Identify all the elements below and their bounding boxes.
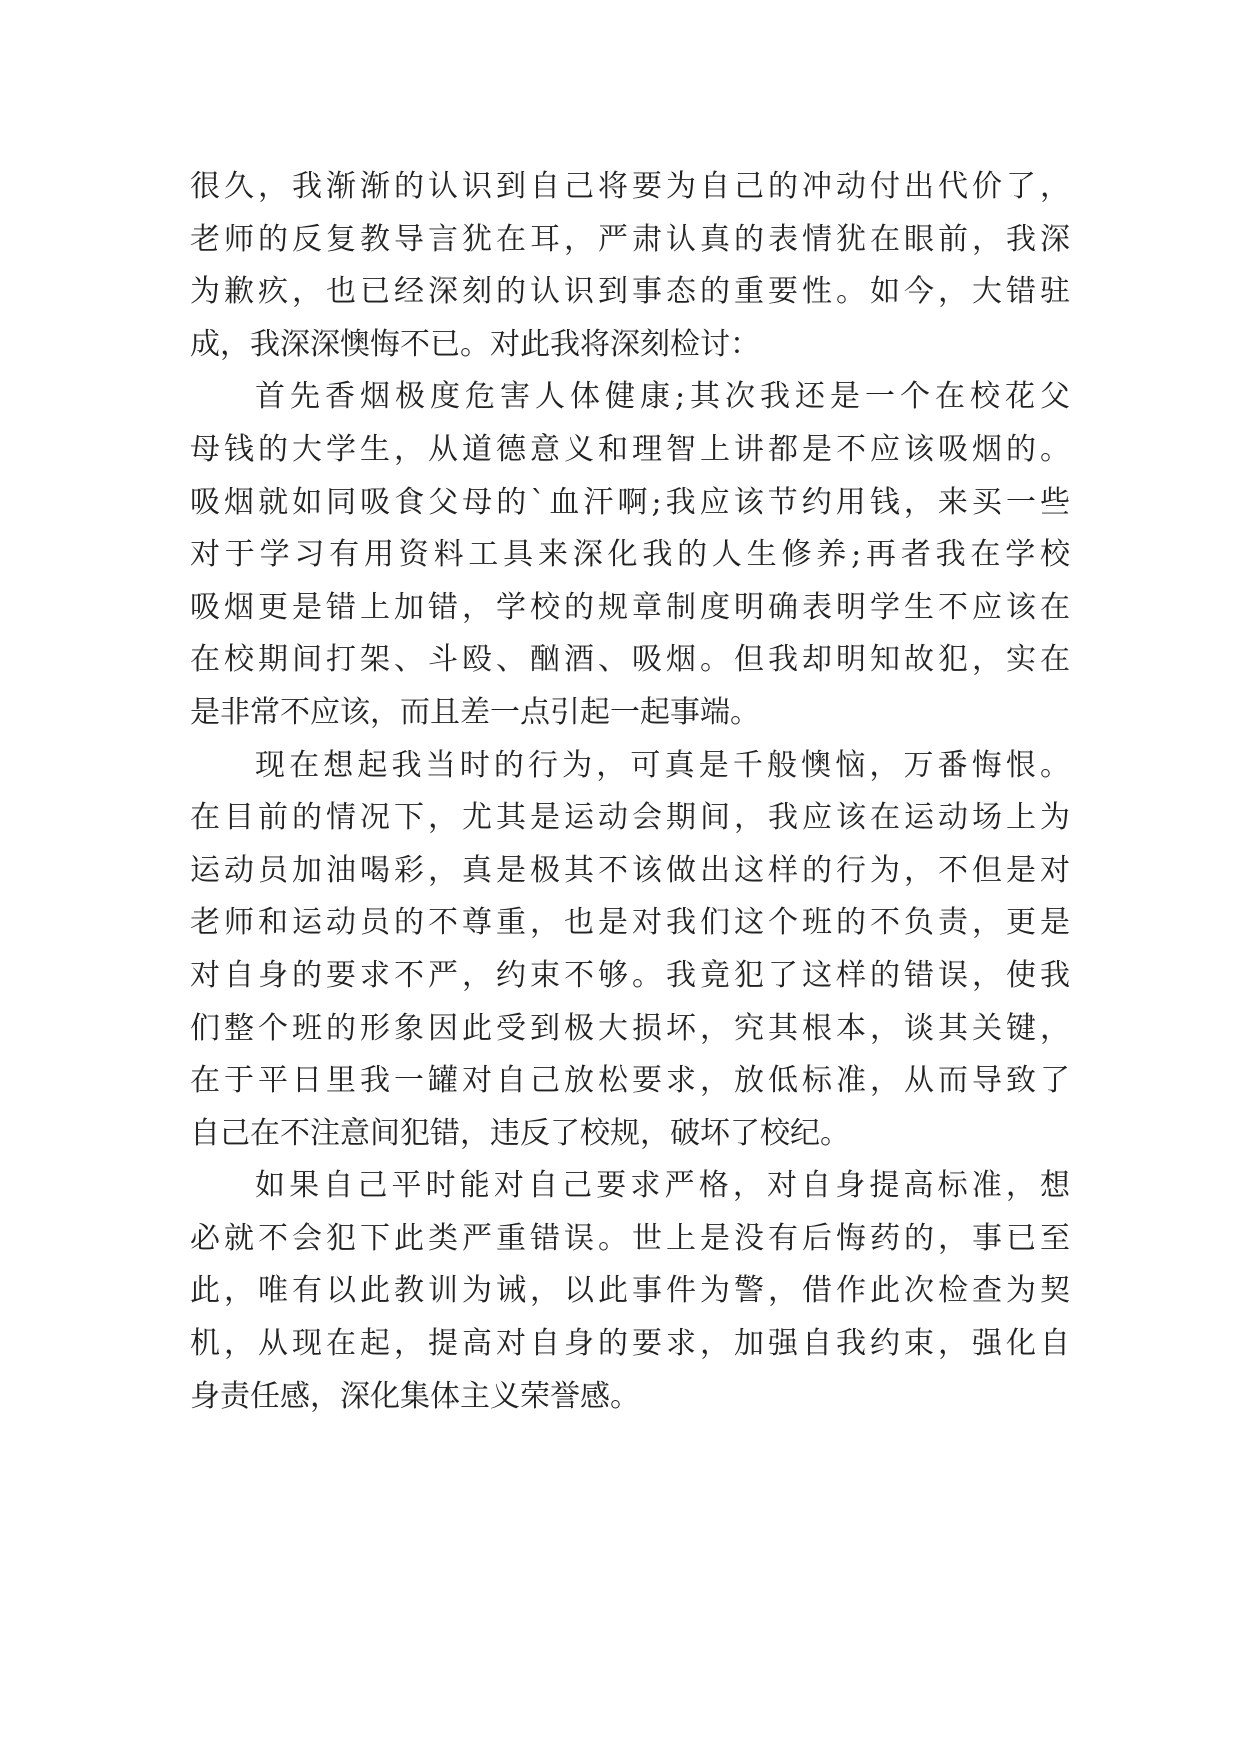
- text-line: 在于平日里我一罐对自己放松要求，放低标准，从而导致了: [190, 1063, 1070, 1099]
- text-line: 必就不会犯下此类严重错误。世上是没有后悔药的，事已至: [190, 1220, 1070, 1256]
- text-line: 对于学习有用资料工具来深化我的人生修养;再者我在学校: [190, 537, 1070, 573]
- text-line: 身责任感，深化集体主义荣誉感。: [190, 1378, 640, 1414]
- paragraph-3: [190, 740, 1070, 1161]
- text-line: 很久，我渐渐的认识到自己将要为自己的冲动付出代价了，: [190, 169, 1070, 204]
- text-line: 自己在不注意间犯错，违反了校规，破坏了校纪。: [190, 1115, 850, 1151]
- text-line: 为歉疚，也已经深刻的认识到事态的重要性。如今，大错驻: [190, 274, 1070, 310]
- paragraph-2: [190, 371, 1070, 739]
- text-line: 母钱的大学生，从道德意义和理智上讲都是不应该吸烟的。: [190, 431, 1070, 467]
- paragraph-1: [190, 161, 1070, 371]
- document-body: [190, 161, 1070, 1423]
- text-line: 首先香烟极度危害人体健康;其次我还是一个在校花父: [255, 379, 1070, 415]
- text-line: 此，唯有以此教训为诫，以此事件为警，借作此次检查为契: [190, 1273, 1070, 1309]
- text-line: 对自身的要求不严，约束不够。我竟犯了这样的错误，使我: [190, 957, 1070, 993]
- text-line: 现在想起我当时的行为，可真是千般懊恼，万番悔恨。: [255, 747, 1070, 783]
- text-line: 成，我深深懊悔不已。对此我将深刻检讨：: [190, 326, 760, 362]
- text-line: 老师和运动员的不尊重，也是对我们这个班的不负责，更是: [190, 905, 1070, 941]
- text-line: 运动员加油喝彩，真是极其不该做出这样的行为，不但是对: [190, 852, 1070, 888]
- text-line: 吸烟就如同吸食父母的`血汗啊;我应该节约用钱，来买一些: [190, 484, 1070, 520]
- text-line: 如果自己平时能对自己要求严格，对自身提高标准，想: [255, 1168, 1070, 1204]
- text-line: 们整个班的形象因此受到极大损坏，究其根本，谈其关键，: [190, 1010, 1070, 1046]
- paragraph-4: [190, 1160, 1070, 1423]
- text-line: 老师的反复教导言犹在耳，严肃认真的表情犹在眼前，我深: [190, 221, 1070, 257]
- text-line: 在目前的情况下，尤其是运动会期间，我应该在运动场上为: [190, 800, 1070, 836]
- text-line: 吸烟更是错上加错，学校的规章制度明确表明学生不应该在: [190, 589, 1070, 625]
- text-line: 是非常不应该，而且差一点引起一起事端。: [190, 694, 760, 730]
- text-line: 在校期间打架、斗殴、酗酒、吸烟。但我却明知故犯，实在: [190, 642, 1070, 678]
- text-line: 机，从现在起，提高对自身的要求，加强自我约束，强化自: [190, 1326, 1070, 1362]
